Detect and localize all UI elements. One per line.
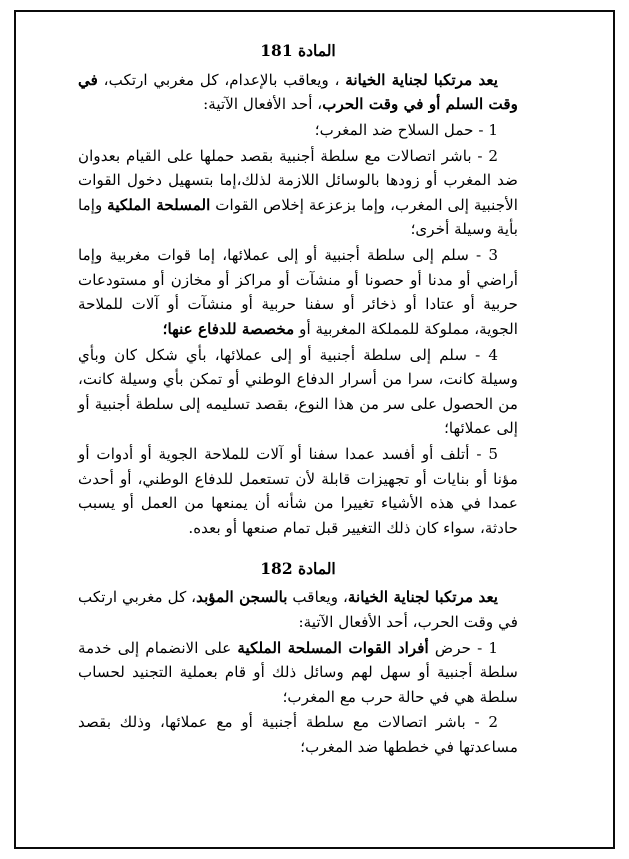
article-181-item-2 <box>78 144 518 243</box>
article-182-intro-part-2: ، ويعاقب <box>287 588 348 607</box>
document-body <box>78 40 518 761</box>
article-182-item-2 <box>78 710 518 759</box>
article-182 <box>78 558 518 760</box>
article-182-item-1-text-a: 1 - حرض <box>428 638 499 657</box>
article-181-intro-part-1: يعد مرتكبا لجناية الخيانة <box>345 70 498 89</box>
article-separator <box>78 542 518 558</box>
article-182-title: المادة 182 <box>260 558 336 578</box>
article-182-intro-part-3: بالسجن المؤبد <box>196 588 288 607</box>
article-181-item-3-text-b: مخصصة للدفاع عنها؛ <box>162 319 295 338</box>
article-181 <box>78 40 518 541</box>
article-181-item-1-text: 1 - حمل السلاح ضد المغرب؛ <box>314 120 498 139</box>
article-181-item-2-text-c: وإما بأية وسيلة أخرى؛ <box>78 195 518 239</box>
article-182-item-1-text-c: على الانضمام إلى خدمة سلطة أجنبية أو سهل لهم وسائل ذلك أو قام بعملية التجنيد لحساب سلطة هي في حالة حرب مع المغرب؛ <box>78 638 518 706</box>
article-182-item-1 <box>78 636 518 710</box>
article-181-intro-part-4: ، أحد الأفعال الآتية: <box>203 95 323 114</box>
article-181-item-4-text: 4 - سلم إلى سلطة أجنبية أو إلى عملائها، بأي شكل كان وبأي وسيلة كانت، سرا من أسرار الدفاع الوطني أو تمكن بأي وسيلة كانت، من الحصول على سر من هذا النوع، بقصد تسليمه إلى سلطة أجنبية أو إلى عملائها؛ <box>78 345 518 438</box>
article-181-item-2-text-b: المسلحة الملكية <box>107 195 211 214</box>
article-182-intro <box>78 585 518 634</box>
article-181-intro-part-3: في وقت السلم أو في وقت الحرب <box>78 70 518 114</box>
article-182-intro-part-1: يعد مرتكبا لجناية الخيانة <box>347 588 499 607</box>
article-181-intro <box>78 68 518 117</box>
article-181-item-4 <box>78 343 518 442</box>
article-181-item-5 <box>78 442 518 541</box>
article-181-intro-part-2: ، ويعاقب بالإعدام، كل مغربي ارتكب، <box>97 70 346 89</box>
article-182-item-1-text-b: أفراد القوات المسلحة الملكية <box>237 638 429 657</box>
article-181-item-3-text-a: 3 - سلم إلى سلطة أجنبية أو إلى عملائها، إما قوات مغربية وإما أراضي أو مدنا أو حصونا أو منشآت أو مراكز أو مخازن أو مستودعات حربية أو عتادا أو ذخائر أو سفنا حربية أو منشآت أو آلات للملاحة الجوية، مملوكة للمملكة المغربية أو <box>78 246 518 338</box>
article-181-item-5-text: 5 - أتلف أو أفسد عمدا سفنا أو آلات للملاحة الجوية أو أدوات أو مؤنا أو بنايات أو تجهيزات قابلة لأن تستعمل للدفاع الوطني، أو أحدث عمدا في هذه الأشياء تغييرا من شأنه أن يمنعها من العمل أو يسبب حادثة، سواء كان ذلك التغيير قبل تمام صنعها أو بعده. <box>78 445 518 537</box>
article-181-item-2-text-a: 2 - باشر اتصالات مع سلطة أجنبية بقصد حملها على القيام بعدوان ضد المغرب أو زودها بالوسائل اللازمة لذلك،إما بتسهيل دخول القوات الأجنبية إلى المغرب، وإما بزعزعة إخلاص القوات <box>78 146 518 214</box>
article-181-title: المادة 181 <box>260 41 336 60</box>
article-182-intro-part-4: ، كل مغربي ارتكب في وقت الحرب، أحد الأفعال الآتية: <box>78 588 518 631</box>
article-182-item-2-text: 2 - باشر اتصالات مع سلطة أجنبية أو مع عملائها، وذلك بقصد مساعدتها في خططها ضد المغرب؛ <box>78 713 518 756</box>
article-181-item-3 <box>78 243 518 342</box>
article-181-item-1 <box>78 118 518 143</box>
